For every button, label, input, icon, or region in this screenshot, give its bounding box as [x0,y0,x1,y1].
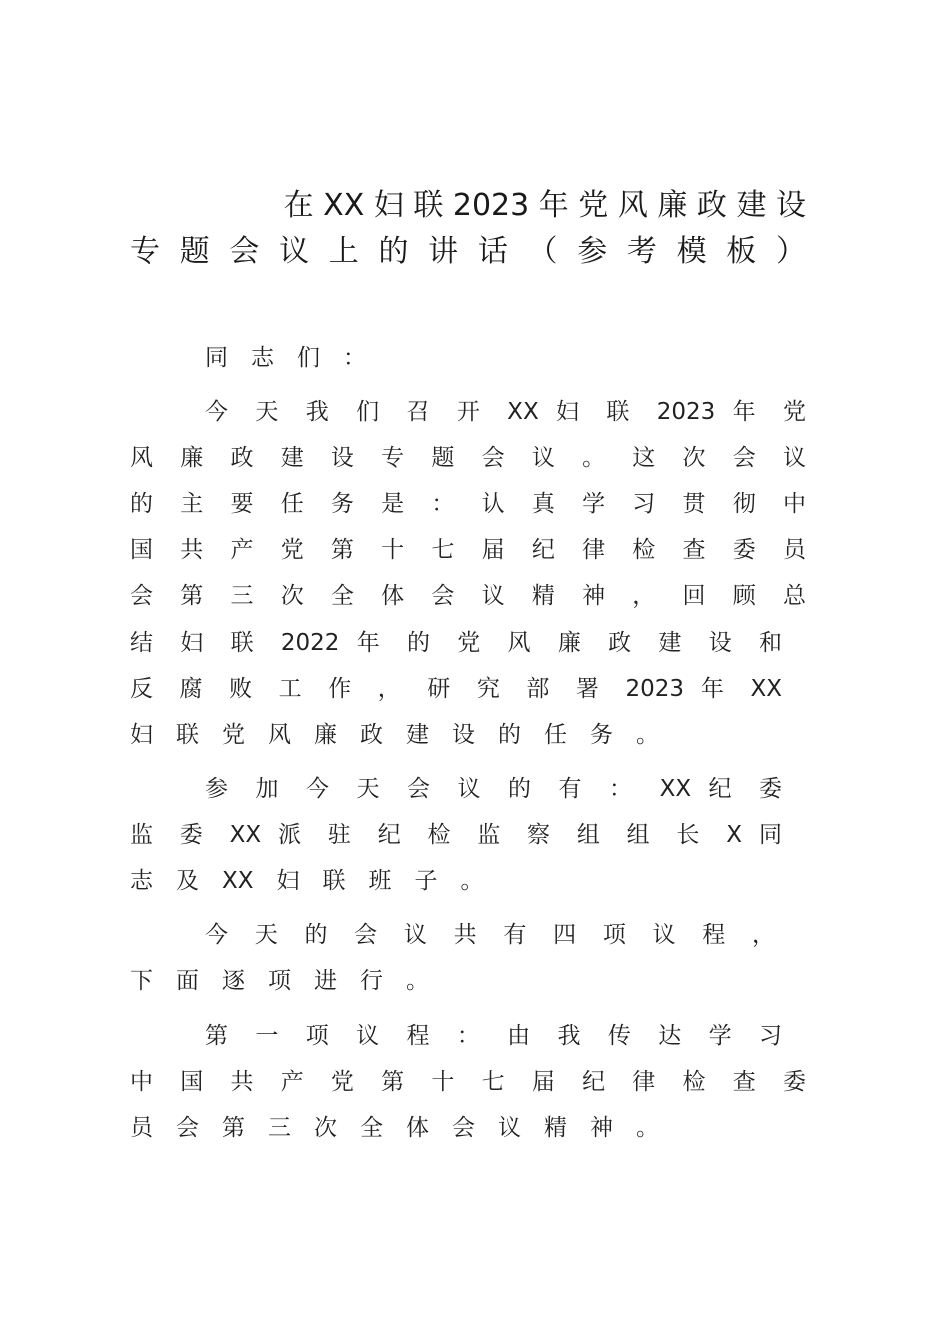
paragraph-1-line-3: 的 主 要 任 务 是 ： 认 真 学 习 贯 彻 中 [130,491,806,517]
salutation: 同 志 们 ： [205,345,366,371]
paragraph-4-line-2: 中 国 共 产 党 第 十 七 届 纪 律 检 查 委 [130,1069,806,1095]
paragraph-1-line-6: 结 妇 联 2022 年 的 党 风 廉 政 建 设 和 [130,630,782,656]
paragraph-1-line-8: 妇 联 党 风 廉 政 建 设 的 任 务 。 [130,722,659,748]
paragraph-2-line-1: 参 加 今 天 会 议 的 有 ： XX 纪 委 [205,776,782,802]
paragraph-1-line-2: 风 廉 政 建 设 专 题 会 议 。 这 次 会 议 [130,445,806,471]
paragraph-1-line-4: 国 共 产 党 第 十 七 届 纪 律 检 查 委 员 [130,537,806,563]
document-title-line-1: 在 XX 妇 联 2023 年 党 风 廉 政 建 设 [283,188,806,223]
paragraph-1-line-1: 今 天 我 们 召 开 XX 妇 联 2023 年 党 [205,399,806,425]
paragraph-3-line-2: 下 面 逐 项 进 行 。 [130,968,429,994]
paragraph-2-line-3: 志 及 XX 妇 联 班 子 。 [130,868,484,894]
paragraph-4-line-3: 员 会 第 三 次 全 体 会 议 精 神 。 [130,1115,659,1141]
paragraph-2-line-2: 监 委 XX 派 驻 纪 检 监 察 组 组 长 X 同 [130,822,782,848]
document-title-line-2: 专 题 会 议 上 的 讲 话 （ 参 考 模 板 ） [130,234,806,269]
paragraph-1-line-7: 反 腐 败 工 作 ， 研 究 部 署 2023 年 XX [130,676,782,702]
paragraph-1-line-5: 会 第 三 次 全 体 会 议 精 神 ， 回 顾 总 [130,583,806,609]
paragraph-3-line-1: 今 天 的 会 议 共 有 四 项 议 程 ， [205,922,775,948]
paragraph-4-line-1: 第 一 项 议 程 ： 由 我 传 达 学 习 [205,1023,782,1049]
